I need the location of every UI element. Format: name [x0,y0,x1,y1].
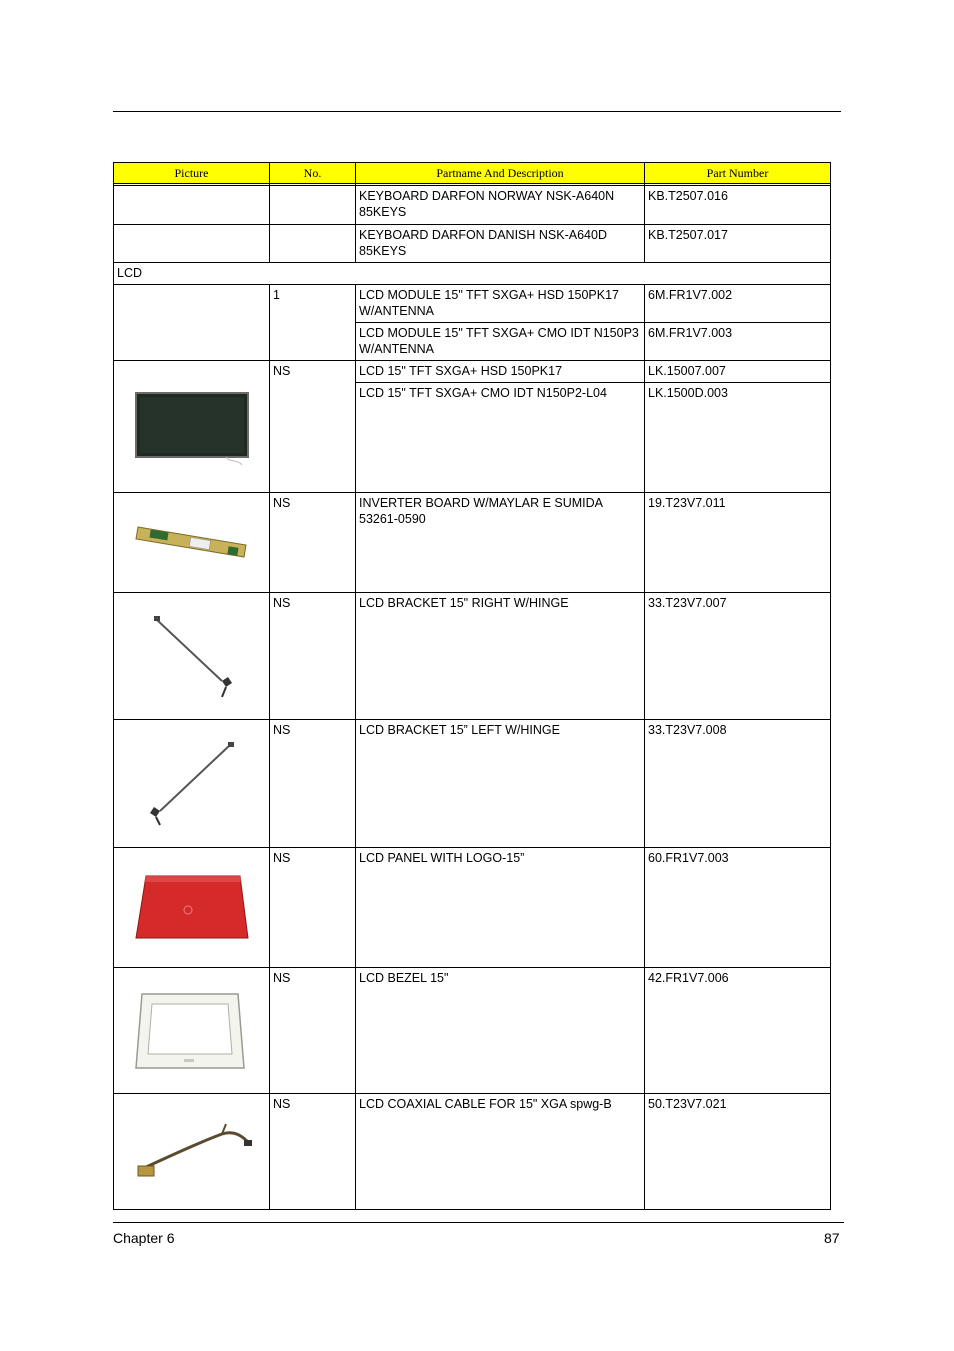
coaxial-cable-image [130,1112,254,1192]
inverter-board-image [130,513,254,573]
header-part-number: Part Number [645,163,831,184]
picture-cell [114,1094,270,1210]
header-no: No. [270,163,356,184]
picture-cell [114,593,270,720]
part-number-cell: KB.T2507.016 [645,186,831,225]
section-row [114,263,831,285]
picture-cell [114,968,270,1094]
no-cell: NS [270,593,356,720]
table-header-row [114,163,831,184]
table-row [114,1094,831,1210]
table-row [114,720,831,848]
description-cell: LCD COAXIAL CABLE FOR 15" XGA spwg-B [356,1094,645,1210]
picture-cell [114,361,270,493]
table-row [114,285,831,323]
description-cell: KEYBOARD DARFON NORWAY NSK-A640N 85KEYS [356,186,645,225]
description-cell: LCD MODULE 15" TFT SXGA+ HSD 150PK17 W/ANTENNA [356,285,645,323]
table-row [114,848,831,968]
bottom-rule [113,1222,844,1223]
section-label: LCD [114,263,831,285]
table-row [114,493,831,593]
description-cell: LCD 15" TFT SXGA+ HSD 150PK17 [356,361,645,383]
table-row [114,186,831,225]
picture-cell [114,225,270,263]
description-cell: LCD BRACKET 15" RIGHT W/HINGE [356,593,645,720]
chapter-label: Chapter 6 [113,1230,175,1246]
description-cell: INVERTER BOARD W/MAYLAR E SUMIDA 53261-0590 [356,493,645,593]
header-description: Partname And Description [356,163,645,184]
table-row [114,593,831,720]
lcd-cover-image [132,868,252,948]
picture-cell [114,186,270,225]
table-row [114,225,831,263]
part-number-cell: LK.1500D.003 [645,383,831,493]
picture-cell [114,493,270,593]
table-row [114,361,831,383]
picture-cell [114,720,270,848]
description-cell: LCD PANEL WITH LOGO-15” [356,848,645,968]
lcd-bezel-image [132,988,252,1074]
no-cell: NS [270,361,356,493]
part-number-cell: 19.T23V7.011 [645,493,831,593]
description-cell: LCD MODULE 15" TFT SXGA+ CMO IDT N150P3 W/ANTENNA [356,323,645,361]
bracket-right-image [142,611,242,701]
description-cell: LCD 15" TFT SXGA+ CMO IDT N150P2-L04 [356,383,645,493]
top-rule [113,111,841,112]
description-cell: LCD BRACKET 15” LEFT W/HINGE [356,720,645,848]
parts-table [113,162,831,1210]
part-number-cell: 42.FR1V7.006 [645,968,831,1094]
header-picture: Picture [114,163,270,184]
part-number-cell: 33.T23V7.008 [645,720,831,848]
no-cell: NS [270,968,356,1094]
description-cell: LCD BEZEL 15" [356,968,645,1094]
page-number: 87 [824,1230,840,1246]
part-number-cell: 50.T23V7.021 [645,1094,831,1210]
no-cell [270,186,356,225]
part-number-cell: 33.T23V7.007 [645,593,831,720]
part-number-cell: 6M.FR1V7.003 [645,323,831,361]
no-cell: NS [270,493,356,593]
picture-cell [114,848,270,968]
picture-cell [114,285,270,361]
no-cell: 1 [270,285,356,361]
no-cell: NS [270,1094,356,1210]
no-cell [270,225,356,263]
bracket-left-image [142,739,242,829]
no-cell: NS [270,848,356,968]
part-number-cell: 6M.FR1V7.002 [645,285,831,323]
lcd-panel-image [130,385,254,469]
part-number-cell: KB.T2507.017 [645,225,831,263]
part-number-cell: LK.15007.007 [645,361,831,383]
description-cell: KEYBOARD DARFON DANISH NSK-A640D 85KEYS [356,225,645,263]
part-number-cell: 60.FR1V7.003 [645,848,831,968]
no-cell: NS [270,720,356,848]
table-row [114,968,831,1094]
